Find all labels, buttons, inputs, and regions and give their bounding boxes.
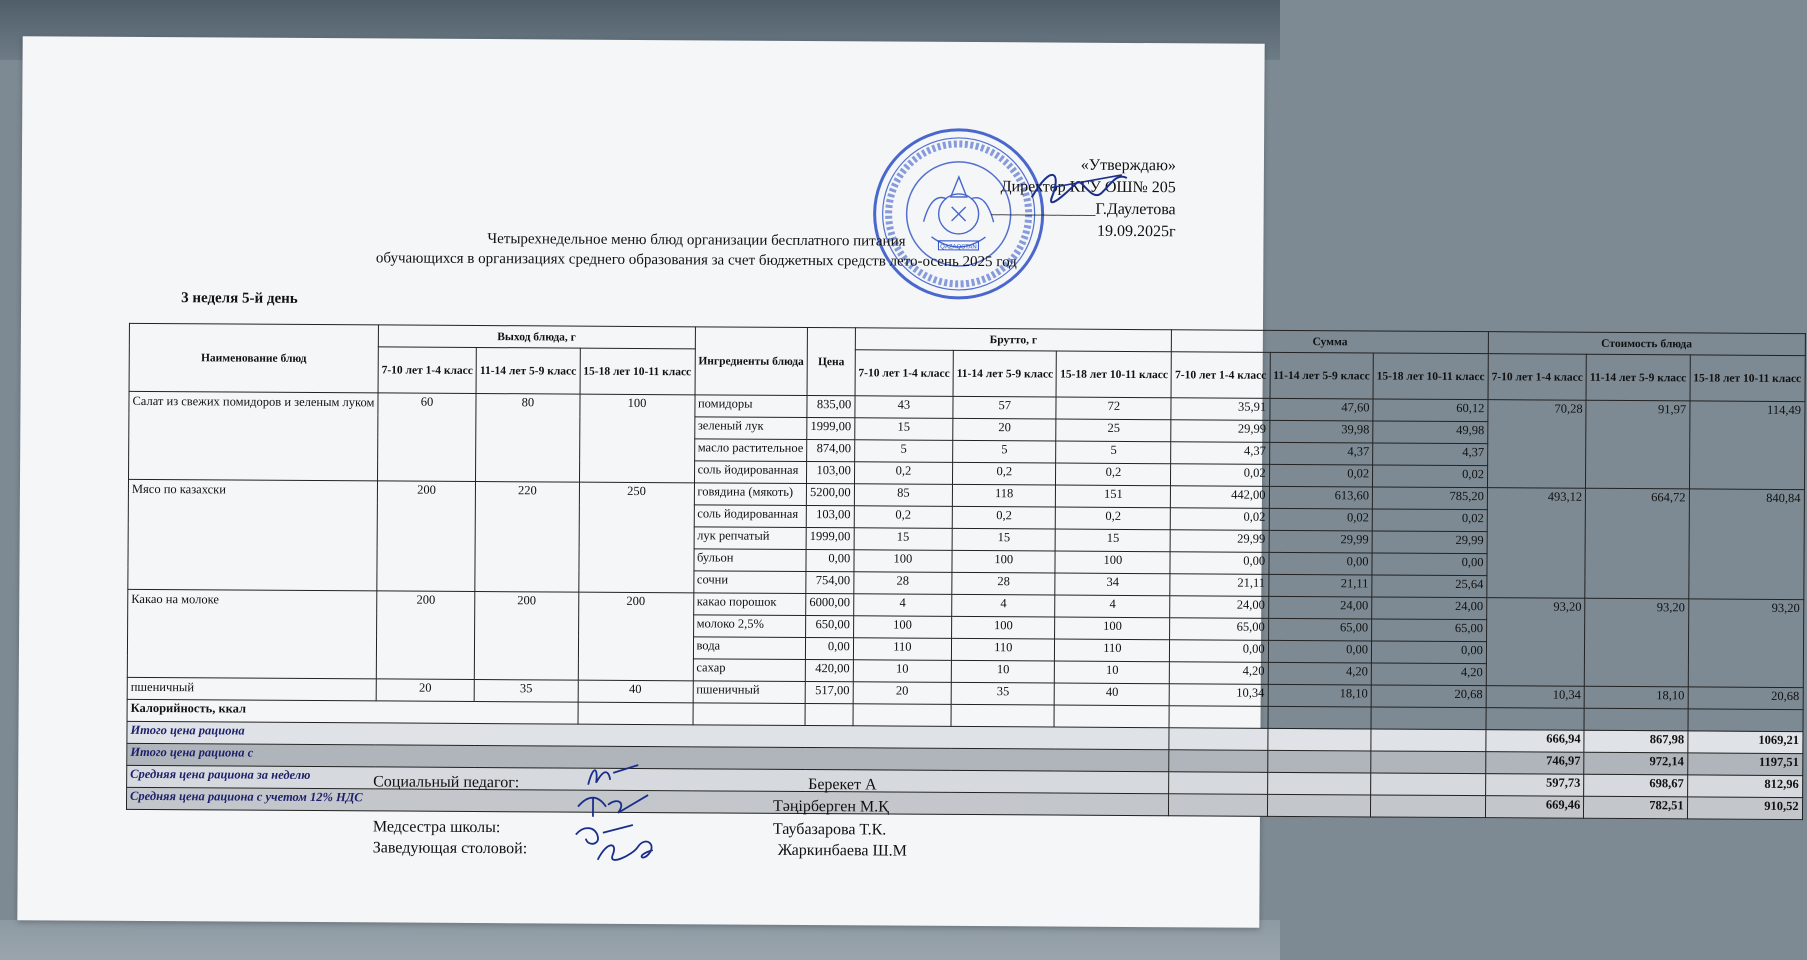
dish-cost-cell: 70,28 [1487, 400, 1586, 489]
header-age-15-18: 15-18 лет 10-11 класс [1056, 351, 1171, 398]
total-value-cell: 1069,21 [1688, 731, 1803, 754]
ingredient-cell: вода [693, 637, 806, 660]
output-weight-cell: 200 [376, 591, 475, 680]
price-cell: 0,00 [806, 638, 854, 660]
ingredient-cell: говядина (мякоть) [694, 483, 807, 506]
nurse-name: Таубазарова Т.К. [772, 820, 887, 839]
sum-cell: 10,34 [1170, 684, 1268, 707]
price-cell: 1999,00 [806, 528, 854, 550]
dish-cost-cell: 93,20 [1585, 598, 1689, 687]
price-cell: 6000,00 [806, 594, 854, 616]
brutto-cell: 100 [854, 550, 952, 573]
dish-cost-cell: 91,97 [1586, 400, 1690, 489]
week-day-label: 3 неделя 5-й день [181, 290, 298, 307]
total-value-cell: 972,14 [1584, 752, 1688, 775]
sum-cell: 29,99 [1170, 530, 1268, 553]
sum-cell: 18,10 [1268, 684, 1372, 707]
price-cell: 874,00 [807, 440, 855, 462]
brutto-cell: 10 [1055, 661, 1170, 684]
sum-cell: 65,00 [1372, 619, 1487, 642]
brutto-cell: 4 [952, 594, 1056, 617]
sum-cell: 25,64 [1372, 575, 1487, 598]
sum-cell: 0,02 [1269, 464, 1373, 487]
sum-cell: 0,00 [1170, 640, 1268, 663]
dish-cost-cell: 493,12 [1487, 488, 1586, 599]
brutto-cell: 100 [1055, 551, 1170, 574]
brutto-cell: 5 [854, 440, 952, 463]
brutto-cell: 72 [1056, 397, 1171, 420]
brutto-cell: 25 [1056, 419, 1171, 442]
dish-cost-cell: 840,84 [1688, 489, 1804, 600]
empty-cell [1371, 729, 1486, 752]
brutto-cell: 15 [854, 528, 952, 551]
sum-cell: 47,60 [1270, 398, 1374, 421]
empty-cell [693, 703, 806, 726]
sum-cell: 0,02 [1372, 509, 1487, 532]
sum-cell: 0,02 [1171, 464, 1269, 487]
ingredient-cell: помидоры [694, 395, 807, 418]
total-value-cell: 867,98 [1584, 730, 1688, 753]
sum-cell: 20,68 [1371, 685, 1486, 708]
empty-cell [805, 704, 853, 726]
brutto-cell: 35 [951, 682, 1055, 705]
approval-signature-line: _____________Г.Даулетова [991, 200, 1176, 219]
sum-cell: 4,37 [1171, 442, 1269, 465]
brutto-cell: 43 [855, 396, 953, 419]
nurse-label: Медсестра школы: [372, 818, 501, 837]
empty-cell [1169, 728, 1267, 751]
sum-cell: 0,02 [1373, 465, 1488, 488]
sum-cell: 49,98 [1373, 421, 1488, 444]
dish-cost-cell: 18,10 [1584, 686, 1688, 709]
sum-cell: 29,99 [1372, 531, 1487, 554]
header-age-7-10: 7-10 лет 1-4 класс [855, 350, 954, 397]
title-line-1: Четырехнедельное меню блюд организации бесплатного питания [487, 231, 906, 250]
header-cost: Стоимость блюда [1488, 332, 1805, 356]
ingredient-cell: молоко 2,5% [693, 615, 806, 638]
brutto-cell: 0,2 [953, 462, 1057, 485]
sum-cell: 21,11 [1268, 574, 1372, 597]
empty-cell [1267, 794, 1371, 817]
empty-cell [1054, 705, 1169, 728]
brutto-cell: 5 [1056, 441, 1171, 464]
header-price: Цена [807, 328, 855, 396]
sum-cell: 613,60 [1269, 486, 1373, 509]
brutto-cell: 28 [854, 572, 952, 595]
brutto-cell: 100 [952, 550, 1056, 573]
brutto-cell: 100 [853, 616, 951, 639]
empty-cell [853, 704, 951, 727]
header-age-11-14: 11-14 лет 5-9 класс [476, 347, 580, 394]
total-label: Итого цена рациона [127, 721, 1169, 749]
price-cell: 650,00 [806, 616, 854, 638]
header-age-7-10: 7-10 лет 1-4 класс [378, 347, 477, 394]
brutto-cell: 100 [1055, 617, 1170, 640]
ingredient-cell: бульон [693, 549, 806, 572]
social-pedagogue-label: Социальный педагог: [373, 773, 520, 792]
dish-cost-cell: 10,34 [1486, 686, 1584, 709]
ingredient-cell: зеленый лук [694, 417, 807, 440]
document-page [17, 36, 1802, 928]
empty-cell [1169, 794, 1267, 817]
brutto-cell: 0,2 [1056, 463, 1171, 486]
brutto-cell: 100 [952, 616, 1056, 639]
header-age-15-18: 15-18 лет 10-11 класс [1690, 355, 1805, 402]
approval-heading: «Утверждаю» [1080, 156, 1176, 175]
sum-cell: 39,98 [1269, 420, 1373, 443]
sum-cell: 24,00 [1170, 596, 1268, 619]
brutto-cell: 20 [853, 682, 951, 705]
price-cell: 835,00 [807, 396, 855, 418]
brutto-cell: 118 [952, 484, 1056, 507]
brutto-cell: 34 [1055, 573, 1170, 596]
calories-label: Калорийность, ккал [127, 699, 578, 724]
header-dish-name: Наименование блюд [129, 323, 378, 393]
ingredient-cell: сочни [693, 571, 806, 594]
brutto-cell: 4 [1055, 595, 1170, 618]
sum-cell: 4,20 [1170, 662, 1268, 685]
brutto-cell: 15 [1056, 529, 1171, 552]
total-value-cell: 746,97 [1486, 752, 1584, 775]
total-value-cell: 782,51 [1584, 796, 1688, 819]
brutto-cell: 4 [853, 594, 951, 617]
brutto-cell: 110 [1055, 639, 1170, 662]
empty-cell [1267, 772, 1371, 795]
approval-director: Директор КГУ ОШ№ 205 [1000, 178, 1176, 197]
total-value-cell: 910,52 [1687, 797, 1802, 820]
dish-cost-cell: 93,20 [1486, 598, 1585, 687]
empty-cell [578, 702, 693, 725]
brutto-cell: 110 [853, 638, 951, 661]
output-weight-cell: 220 [475, 481, 579, 592]
document-title [311, 228, 1081, 273]
empty-cell [1169, 772, 1267, 795]
empty-cell [1371, 795, 1486, 818]
ingredient-cell: масло растительное [694, 439, 807, 462]
header-age-7-10: 7-10 лет 1-4 класс [1171, 352, 1270, 399]
output-weight-cell: 35 [474, 679, 578, 702]
dish-cost-cell: 93,20 [1688, 599, 1803, 688]
brutto-cell: 0,2 [854, 506, 952, 529]
total-label: Средняя цена рациона за неделю [127, 765, 1169, 793]
sum-cell: 24,00 [1372, 597, 1487, 620]
header-age-11-14: 11-14 лет 5-9 класс [1586, 354, 1690, 401]
header-age-11-14: 11-14 лет 5-9 класс [1270, 352, 1374, 399]
empty-cell [1169, 750, 1267, 773]
total-value-cell: 698,67 [1584, 774, 1688, 797]
dish-cost-cell: 114,49 [1689, 401, 1804, 490]
header-brutto: Брутто, г [855, 328, 1172, 352]
dish-name-cell: Какао на молоке [127, 589, 376, 679]
total-label: Средняя цена рациона с учетом 12% НДС [126, 787, 1168, 815]
price-cell: 517,00 [805, 682, 853, 704]
output-weight-cell: 200 [474, 591, 578, 680]
sum-cell: 21,11 [1170, 574, 1268, 597]
empty-cell [1584, 708, 1688, 731]
empty-cell [951, 704, 1055, 727]
sum-cell: 29,99 [1269, 530, 1373, 553]
empty-cell [1486, 708, 1584, 731]
sum-cell: 24,00 [1268, 596, 1372, 619]
handwritten-signatures [558, 755, 679, 876]
dish-name-cell: пшеничный [127, 677, 376, 701]
output-weight-cell: 250 [578, 482, 694, 593]
price-cell: 103,00 [806, 506, 854, 528]
canteen-head-name: Жаркинбаева Ш.М [777, 841, 907, 860]
dish-name-cell: Салат из свежих помидоров и зеленым луком [129, 391, 378, 481]
header-age-11-14: 11-14 лет 5-9 класс [953, 350, 1057, 397]
dish-cost-cell: 20,68 [1688, 687, 1803, 710]
brutto-cell: 57 [953, 396, 1057, 419]
output-weight-cell: 20 [376, 679, 474, 702]
brutto-cell: 15 [855, 418, 953, 441]
header-age-15-18: 15-18 лет 10-11 класс [1373, 353, 1488, 400]
output-weight-cell: 40 [578, 680, 693, 703]
sum-cell: 0,00 [1371, 641, 1486, 664]
brutto-cell: 110 [951, 638, 1055, 661]
empty-cell [1371, 751, 1486, 774]
brutto-cell: 0,2 [952, 506, 1056, 529]
empty-cell [1688, 709, 1803, 732]
brutto-cell: 151 [1056, 485, 1171, 508]
dish-name-cell: Мясо по казахски [128, 479, 378, 591]
title-line-2: обучающихся в организациях среднего образования за счет бюджетных средств лето-осень 2025 год [375, 250, 1017, 271]
output-weight-cell: 200 [578, 592, 693, 681]
sum-cell: 442,00 [1171, 486, 1269, 509]
empty-cell [1268, 706, 1372, 729]
price-cell: 420,00 [805, 660, 853, 682]
sum-cell: 4,37 [1373, 443, 1488, 466]
output-weight-cell: 100 [579, 394, 694, 483]
approval-date: 19.09.2025г [1096, 222, 1176, 241]
price-cell: 103,00 [807, 462, 855, 484]
total-value-cell: 666,94 [1486, 730, 1584, 753]
brutto-cell: 10 [951, 660, 1055, 683]
brutto-cell: 40 [1055, 683, 1170, 706]
total-value-cell: 812,96 [1687, 775, 1802, 798]
empty-cell [1267, 750, 1371, 773]
output-weight-cell: 80 [476, 393, 580, 482]
output-weight-cell: 200 [377, 481, 476, 592]
header-age-15-18: 15-18 лет 10-11 класс [580, 348, 695, 395]
empty-cell [1169, 706, 1267, 729]
sum-cell: 4,20 [1268, 662, 1372, 685]
sum-cell: 35,91 [1171, 398, 1269, 421]
canteen-head-label: Заведующая столовой: [372, 839, 528, 858]
social-pedagogue-name-2: Тәңірберген М.Қ [772, 797, 889, 816]
sum-cell: 0,00 [1170, 552, 1268, 575]
sum-cell: 60,12 [1373, 399, 1488, 422]
menu-table-body [126, 391, 1804, 819]
price-cell: 5200,00 [807, 484, 855, 506]
sum-cell: 0,00 [1372, 553, 1487, 576]
brutto-cell: 15 [952, 528, 1056, 551]
brutto-cell: 20 [953, 418, 1057, 441]
brutto-cell: 0,2 [1056, 507, 1171, 530]
total-value-cell: 669,46 [1485, 796, 1583, 819]
dish-cost-cell: 664,72 [1585, 488, 1689, 599]
sum-cell: 0,02 [1171, 508, 1269, 531]
empty-cell [1371, 773, 1486, 796]
price-cell: 754,00 [806, 572, 854, 594]
seal-center-text: QAZAQSTAN [940, 244, 977, 251]
brutto-cell: 0,2 [854, 462, 952, 485]
sum-cell: 65,00 [1268, 618, 1372, 641]
sum-cell: 29,99 [1171, 420, 1269, 443]
empty-cell [1268, 728, 1372, 751]
brutto-cell: 28 [952, 572, 1056, 595]
header-ingredients: Ингредиенты блюда [695, 327, 808, 396]
brutto-cell: 10 [853, 660, 951, 683]
brutto-cell: 5 [953, 440, 1057, 463]
sum-cell: 4,20 [1371, 663, 1486, 686]
ingredient-cell: лук репчатый [694, 527, 807, 550]
empty-cell [1371, 707, 1486, 730]
output-weight-cell: 60 [377, 393, 476, 482]
sum-cell: 0,00 [1268, 640, 1372, 663]
total-value-cell: 1197,51 [1687, 753, 1802, 776]
ingredient-cell: сахар [693, 659, 806, 682]
ingredient-cell: соль йодированная [694, 505, 807, 528]
ingredient-cell: пшеничный [693, 681, 806, 704]
sum-cell: 785,20 [1372, 487, 1487, 510]
sum-cell: 65,00 [1170, 618, 1268, 641]
social-pedagogue-name-1: Берекет А [808, 776, 877, 794]
sum-cell: 0,02 [1269, 508, 1373, 531]
sum-cell: 4,37 [1269, 442, 1373, 465]
price-cell: 0,00 [806, 550, 854, 572]
header-sum: Сумма [1172, 330, 1489, 354]
sum-cell: 0,00 [1269, 552, 1373, 575]
ingredient-cell: соль йодированная [694, 461, 807, 484]
total-label: Итого цена рациона с [127, 743, 1169, 771]
total-value-cell: 597,73 [1486, 774, 1584, 797]
menu-table [126, 323, 1805, 820]
header-output: Выход блюда, г [378, 325, 695, 349]
brutto-cell: 85 [854, 484, 952, 507]
ingredient-cell: какао порошок [693, 593, 806, 616]
header-age-7-10: 7-10 лет 1-4 класс [1488, 354, 1587, 401]
director-signature [1022, 142, 1132, 223]
price-cell: 1999,00 [807, 418, 855, 440]
